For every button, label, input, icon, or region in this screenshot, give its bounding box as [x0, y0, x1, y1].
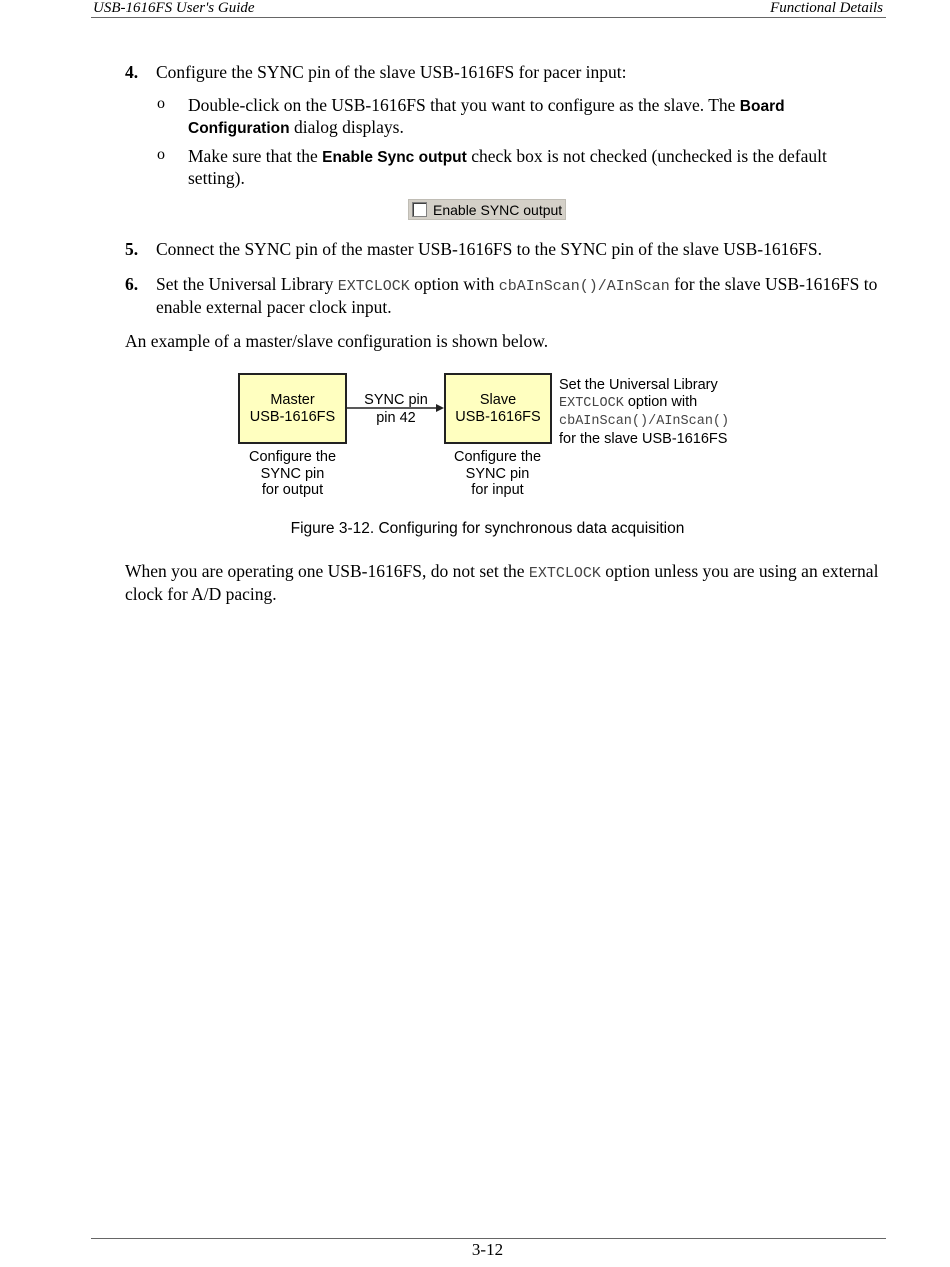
master-box	[238, 373, 347, 444]
slave-box	[444, 373, 552, 444]
closing-paragraph: When you are operating one USB-1616FS, do not set the EXTCLOCK option unless you are using an external clock for A/D pacing.	[125, 561, 879, 604]
checkbox-label: Enable SYNC output	[433, 201, 563, 218]
step-4-bullet-2	[157, 146, 847, 188]
sync-pin-label: SYNC pin	[364, 392, 428, 408]
bullet-icon: o	[157, 95, 165, 112]
master-model: USB-1616FS	[249, 408, 336, 425]
step-number: 6.	[125, 274, 139, 294]
bullet-icon: o	[157, 146, 165, 163]
bullet-text: Double-click on the USB-1616FS that you want to configure as the slave. The Board Configuration dialog displays.	[188, 95, 785, 137]
step-text: Configure the SYNC pin of the slave USB-1616FS for pacer input:	[156, 62, 627, 82]
page-number: 3-12	[471, 1240, 504, 1259]
checkbox-unchecked-icon	[412, 202, 427, 217]
slave-model: USB-1616FS	[455, 408, 541, 425]
step-text: Set the Universal Library EXTCLOCK option with cbAInScan()/AInScan for the slave USB-1616FS to enable external pacer clock input.	[156, 274, 878, 317]
step-4	[125, 62, 885, 82]
step-text: Connect the SYNC pin of the master USB-1616FS to the SYNC pin of the slave USB-1616FS.	[156, 239, 822, 259]
slave-label: Slave	[479, 391, 517, 408]
footer-rule	[91, 1238, 886, 1239]
header-rule	[91, 17, 886, 18]
step-number: 4.	[125, 62, 139, 82]
pin-number-label: pin 42	[376, 410, 416, 426]
running-header-section: Functional Details	[770, 0, 883, 16]
figure-caption: Figure 3-12. Configuring for synchronous data acquisition	[290, 520, 685, 537]
master-label: Master	[270, 391, 315, 408]
intro-paragraph: An example of a master/slave configuration is shown below.	[125, 331, 549, 351]
step-5	[125, 239, 885, 259]
slave-note: Configure the SYNC pin for input	[453, 449, 542, 498]
enable-sync-output-checkbox-image	[408, 199, 566, 220]
step-4-bullet-1	[157, 95, 847, 139]
bullet-text: Make sure that the Enable Sync output check box is not checked (unchecked is the default setting).	[188, 146, 827, 188]
running-header-title: USB-1616FS User's Guide	[93, 0, 255, 16]
master-note: Configure the SYNC pin for output	[248, 449, 337, 498]
slave-side-note: Set the Universal Library EXTCLOCK option with cbAInScan()/AInScan() for the slave USB-1616FS	[559, 377, 730, 447]
step-number: 5.	[125, 239, 139, 259]
step-6	[125, 274, 885, 317]
